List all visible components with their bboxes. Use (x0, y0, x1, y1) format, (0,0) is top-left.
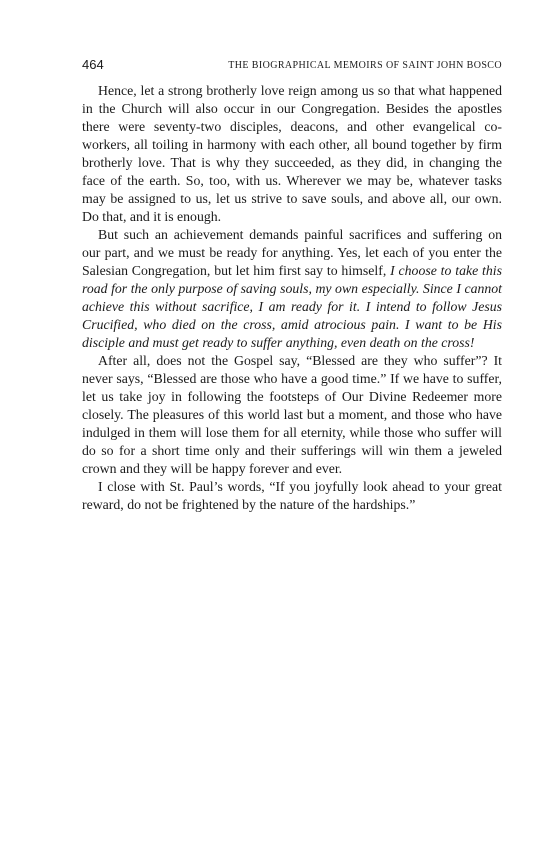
paragraph-text: But such an achievement demands painful sacrifices and suffering on our part, and we must be ready for anything. Yes, let each of you enter the Salesian Congregation, but let him first say to himself, (82, 227, 502, 278)
body-text (82, 82, 502, 514)
page-number: 464 (82, 57, 104, 72)
paragraph (82, 226, 502, 352)
running-head (82, 56, 502, 76)
book-page (82, 56, 502, 514)
paragraph: I close with St. Paul’s words, “If you joyfully look ahead to your great reward, do not be frightened by the nature of the hardships.” (82, 479, 502, 512)
paragraph: Hence, let a strong brotherly love reign among us so that what happened in the Church will also occur in our Congregation. Besides the apostles there were seventy-two disciples, deacons, and other evangelical co-workers, all toiling in harmony with each other, all bound together by firm brotherly love. That is why they succeeded, as they did, in changing the face of the earth. So, too, with us. Wherever we may be, whatever tasks may be assigned to us, let us strive to save souls, and above all, our own. Do that, and it is enough. (82, 83, 502, 224)
running-head-title: THE BIOGRAPHICAL MEMOIRS OF SAINT JOHN BOSCO (228, 60, 502, 71)
italic-quotation: I choose to take this road for the only purpose of saving souls, my own especially. Since I cannot achieve this without sacrifice, I am ready for it. I intend to follow Jesus Crucified, who died on the cross, amid atrocious pain. I want to be His disciple and must get ready to suffer anything, even death on the cross! (82, 263, 502, 350)
paragraph: After all, does not the Gospel say, “Blessed are they who suffer”? It never says, “Blessed are those who have a good time.” If we have to suffer, let us take joy in following the footsteps of Our Divine Redeemer more closely. The pleasures of this world last but a moment, and those who have indulged in them will lose them for all eternity, while those who suffer will do so for a short time only and their sufferings will win them a jeweled crown and they will be happy forever and ever. (82, 353, 502, 476)
